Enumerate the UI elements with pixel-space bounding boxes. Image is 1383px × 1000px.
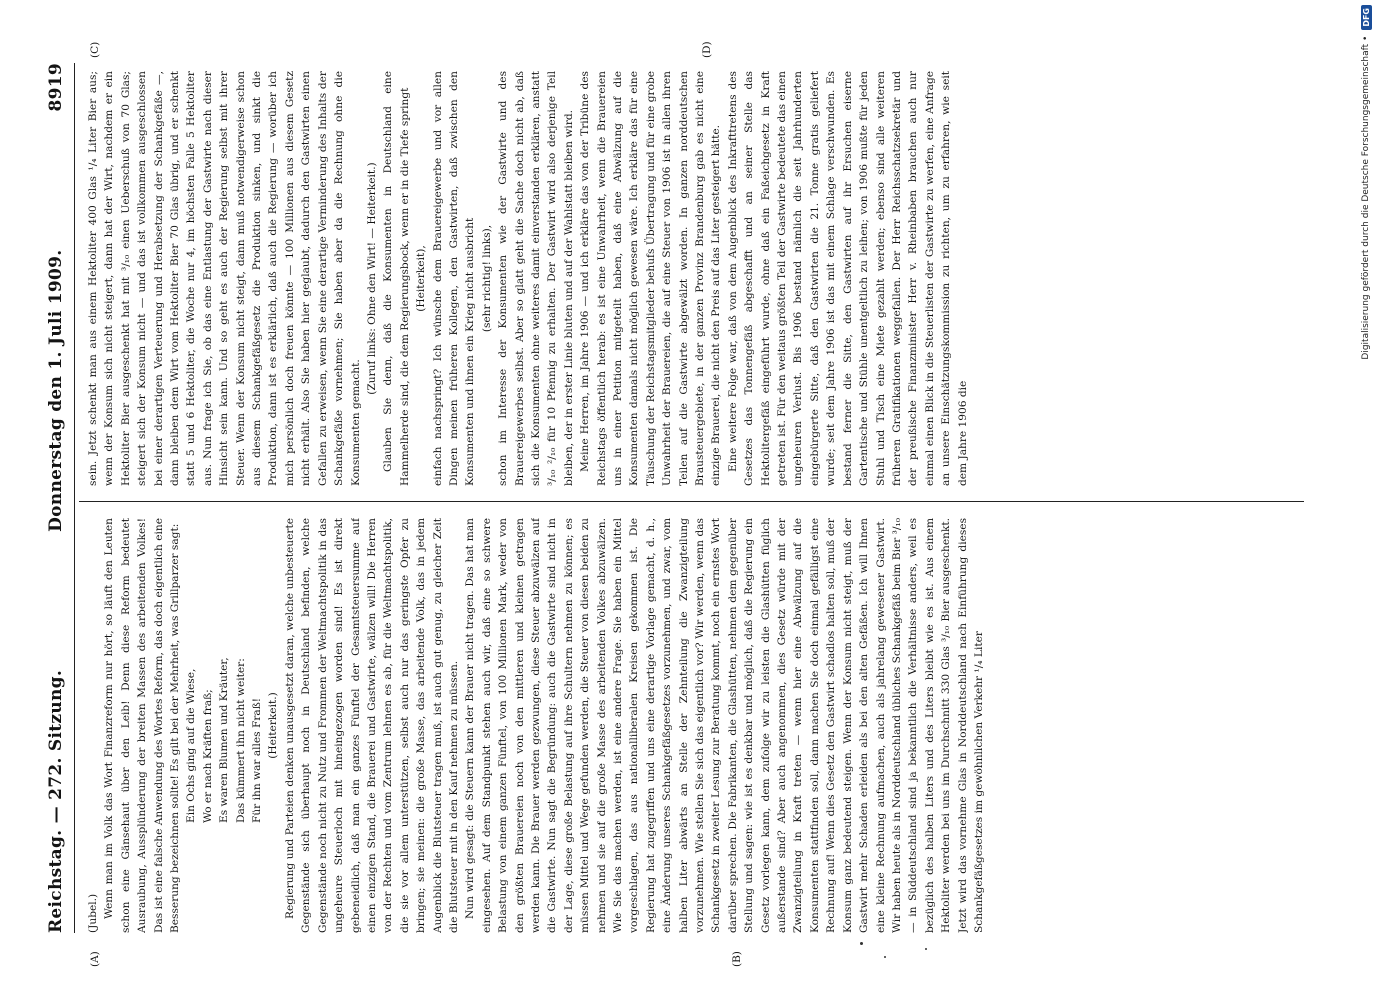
paragraph: Regierung und Parteien denken unausgesetzt daran, welche unbesteuerte Gegenstände sich überhaupt noch in Deutschland befinden, welche Gegenstände noch nicht zu Nutz und Frommen der Weltmachtspolitik in das ungeheure Steuerloch mit hineingezogen worden sind! Es ist direkt gebeneidlich, daß man ein ganzes Fünftel der Gesamtsteuersumme auf einen einzigen Stand, die Brauerei und Gastwirte, wälzen will! Die Herren von der Rechten und vom Zentrum lehnen es ab, für die Weltmachtspolitik, die sie vor allem unterstützen, selbst auch nur das geringste Opfer zu bringen; sie meinen: die große Masse, das arbeitende Volk, das in jedem Augenblick die Blutsteuer tragen muß, ist auch gut genug, zu gleicher Zeit die Blutsteuer mit in den Kauf nehmen zu müssen. (283, 518, 460, 933)
paragraph: Wenn man im Volk das Wort Finanzreform nur hört, so läuft den Leuten schon eine Gänsehaut über den Leib! Denn diese Reform bedeutet Ausraubung, Aussplünderung der breiten Massen des arbeitenden Volkes! Das ist eine falsche Anwendung des Wortes Reform, das doch eigentlich eine Besserung bezeichnen sollte! Es gilt bei der Mehrheit, was Grillparzer sagt: (103, 518, 182, 933)
poem-line: Das kümmert ihn nicht weiter: (234, 658, 247, 823)
poem-line: Für ihn war alles Fraß! (251, 697, 264, 823)
scan-speck (925, 948, 927, 950)
dfg-logo: DFG (1361, 5, 1372, 30)
poem-quote (183, 518, 265, 933)
margin-mark-b: (B) (731, 951, 743, 967)
poem-line: Es waren Blumen und Kräuter, (218, 657, 231, 823)
left-column (85, 518, 1316, 933)
paragraph: einfach nachspringt? Ich wünsche dem Brauereigewerbe und vor allen Dingen meinen früheren Kollegen, den Gastwirten, daß zwischen den Konsumenten und ihnen ein Krieg nicht ausbricht (431, 71, 477, 486)
paragraph: sein. Jetzt schenkt man aus einem Hektoliter 400 Glas ¹/₄ Liter Bier aus; wenn der Konsum sich nicht steigert, dann hat der Wirt, nachdem er ein Hektoliter Bier ausgeschenkt hat mit ³/₁₀ einen Ueberschuß von 70 Glas; steigert sich der Konsum nicht — und das ist vollkommen ausgeschlossen bei einer derartigen Verteuerung und Herabsetzung der Schankgefäße —, dann bleiben dem Wirt vom Hektoliter Bier 70 Glas übrig, und er schenkt statt 5 und 6 Hektoliter, die Woche nur 4, im höchsten Falle 5 Hektoliter aus. Nun frage ich Sie, ob das eine Entlastung der Gastwirte nach dieser Hinsicht sein kann. Und so geht es auch der Regierung selbst mit ihrer Steuer. Wenn der Konsum nicht steigt, dann muß notwendigerweise schon aus diesem Schankgefäßgesetz die Produktion sinken, und sinkt die Produktion, dann ist es erklärlich, daß auch die Regierung — worüber ich mich persönlich doch freuen könnte — 100 Millionen aus diesem Gesetz nicht erhält. Also Sie haben hier geglaubt, dadurch den Gastwirten einen Gefallen zu erweisen, wenn Sie eine derartige Verminderung des Inhalts der Schankgefäße vornehmen; Sie haben aber da die Rechnung ohne die Konsumenten gemacht. (87, 71, 362, 486)
paragraph: Meine Herren, im Jahre 1906 — und ich erkläre das von der Tribüne des Reichstags öffentlich herab: es ist eine Unwahrheit, wenn die Brauereien uns in einer Petition mitgeteilt haben, daß eine Abwälzung auf die Konsumenten damals nicht möglich gewesen wäre. Ich erkläre das für eine Täuschung der Reichstagsmitglieder behufs Übertragung und für eine grobe Unwahrheit der Brauereien, die auf eine Steuer von 1906 ist in allen ihren Teilen auf die Gastwirte abgewälzt worden. In ganzen norddeutschen Brausteuergebiete, in der ganzen Provinz Brandenburg gab es nicht eine einzige Brauerei, die nicht den Preis auf das Liter gesteigert hätte. (579, 71, 723, 486)
margin-mark-d: (D) (701, 41, 713, 58)
paragraph: Glauben Sie denn, daß die Konsumenten in Deutschland eine Hammelherde sind, die dem Regierungsbock, wenn er in die Tiefe springt (382, 71, 411, 486)
paragraph: schon im Interesse der Konsumenten wie der Gastwirte und des Brauereigewerbes selbst. Aber so glatt geht die Sache doch nicht ab, daß sich die Konsumenten ohne weiteres damit einverstanden erklären, anstatt ³/₁₀ ²/₁₀ für 10 Pfennig zu erhalten. Der Gastwirt wird also derjenige Teil bleiben, der in erster Linie bluten und auf der Wahlstatt bleiben wird. (497, 71, 575, 486)
margin-mark-a: (A) (89, 951, 101, 967)
interjection: (Heiterkeit.) (267, 692, 280, 759)
paragraph: Eine weitere Folge war, daß von dem Augenblick des Inkrafttretens des Gesetzes das Tonnengefäß abgeschafft und an seiner Stelle das Hektolitergefäß eingeführt wurde, ohne daß ein Faßeichgesetz in Kraft getreten ist. Für den weitaus größten Teil der Gastwirte bedeutete das einen ungeheuren Verlust. Bis 1906 bestand nämlich die seit Jahrhunderten eingebürgerte Sitte, daß den Gastwirten die 21. Tonne gratis geliefert wurde; seit dem Jahre 1906 ist das mit einem Schlage verschwunden. Es bestand ferner die Sitte, den Gastwirten auf ihr Ersuchen eiserne Gartentische und Stühle unentgeltlich zu leihen; von 1906 mußte für jeden Stuhl und Tisch eine Miete gezahlt werden; ebenso sind alle weiteren früheren Gratifikationen weggefallen. Der Herr Reichsschatzsekretär und der preußische Finanzminister Herr v. Rheinbaben brauchen auch nur einmal einen Blick in die Steuerlisten der Gastwirte zu werfen, eine Anfrage an unsere Einschätzungskommission zu richten, um zu erfahren, wie seit dem Jahre 1906 die (726, 71, 969, 486)
right-column (85, 71, 1316, 486)
digitization-credit (1356, 5, 1376, 995)
document-page (41, 41, 1316, 967)
interjection: (sehr richtig! links), (480, 224, 493, 333)
poem-line: Ein Ochs ging auf die Wiese, (185, 668, 198, 823)
paragraph: Nun wird gesagt: die Steuern kann der Brauer nicht tragen. Das hat man eingesehen. Auf dem Standpunkt stehen auch wir, daß eine so schwere Belastung von einem ganzen Fünftel, von 100 Millionen Mark, weder von den größten Brauereien noch von den mittleren und kleinen getragen werden kann. Die Brauer werden gezwungen, diese Steuer abzuwälzen auf die Gastwirte. Nun sagt die Begründung: auch die Gastwirte sind nicht in der Lage, diese große Belastung auf ihre Schultern nehmen zu können; es müssen Mittel und Wege gefunden werden, die Steuer von diesen beiden zu nehmen und sie auf die große Masse des arbeitenden Volkes abzuwälzen. Wie Sie das machen werden, ist eine andere Frage. Sie haben ein Mittel vorgeschlagen, das aus nationalliberalen Kreisen gekommen ist. Die Regierung hat zugegriffen und uns eine derartige Vorlage gemacht, d. h., eine Änderung unseres Schankgefäßgesetzes vorzunehmen, und zwar, vom halben Liter abwärts an Stelle der Zehnteilung die Zwanzigteilung vorzunehmen. Wie stellen Sie sich das eigentlich vor? Wir werden, wenn das Schankgesetz in zweiter Lesung zur Beratung kommt, noch ein ernstes Wort darüber sprechen. Die Fabrikanten, die Glashütten, nehmen dem gegenüber Stellung und sagen: wie ist es denkbar und möglich, daß die Regierung ein Gesetz vorlegen kann, dem zufolge wir zu leisten die Glashütten füglich außerstande sind? Aber auch angenommen, dies Gesetz würde mit der Zwanzigteilung in Kraft treten — wenn hier eine Abwälzung auf die Konsumenten stattfinden soll, dann machen Sie doch einmal gefälligst eine Rechnung auf! Wenn dies Gesetz den Gastwirt schadlos halten soll, muß der Konsum ganz bedeutend steigen. Wenn der Konsum nicht steigt, muß der Gastwirt mehr Schaden erleiden als bei den alten Gefäßen. Ich will Ihnen eine kleine Rechnung aufmachen, auch als jahrelang gewesener Gastwirt. Wir haben heute als in Norddeutschland übliches Schankgefäß beim Bier ³/₁₀ — in Süddeutschland sind ja bekanntlich die Verhältnisse anders, weil es bezüglich des halben Liters und des Liters bleibt wie es ist. Aus einem Hektoliter werden bei uns im Durchschnitt 330 Glas ³/₁₀ Bier ausgeschenkt. Jetzt wird das vornehme Glas in Norddeutschland nach Einführung dieses Schankgefäßgesetzes im gewöhnlichen Verkehr ¹/₄ Liter (464, 518, 985, 933)
header-page-number: 8919 (46, 63, 66, 112)
header-session: Reichstag. — 272. Sitzung. (46, 669, 66, 933)
paragraph: (Jubel.) (87, 893, 99, 933)
header-date: Donnerstag den 1. Juli 1909. (46, 249, 66, 532)
header-rule (74, 63, 75, 933)
columns (85, 63, 1316, 933)
page-header (41, 63, 71, 933)
margin-mark-c: (C) (89, 41, 101, 58)
scan-speck (860, 942, 863, 945)
scan-speck (884, 956, 886, 958)
poem-line: Wo er nach Kräften fraß; (201, 689, 214, 823)
interjection: (Zuruf links: Ohne den Wirt! — Heiterkeit.) (365, 162, 378, 395)
interjection: (Heiterkeit), (415, 245, 428, 312)
credit-text: Digitalisierung gefördert durch die Deutsche Forschungsgemeinschaft • (1361, 35, 1371, 360)
